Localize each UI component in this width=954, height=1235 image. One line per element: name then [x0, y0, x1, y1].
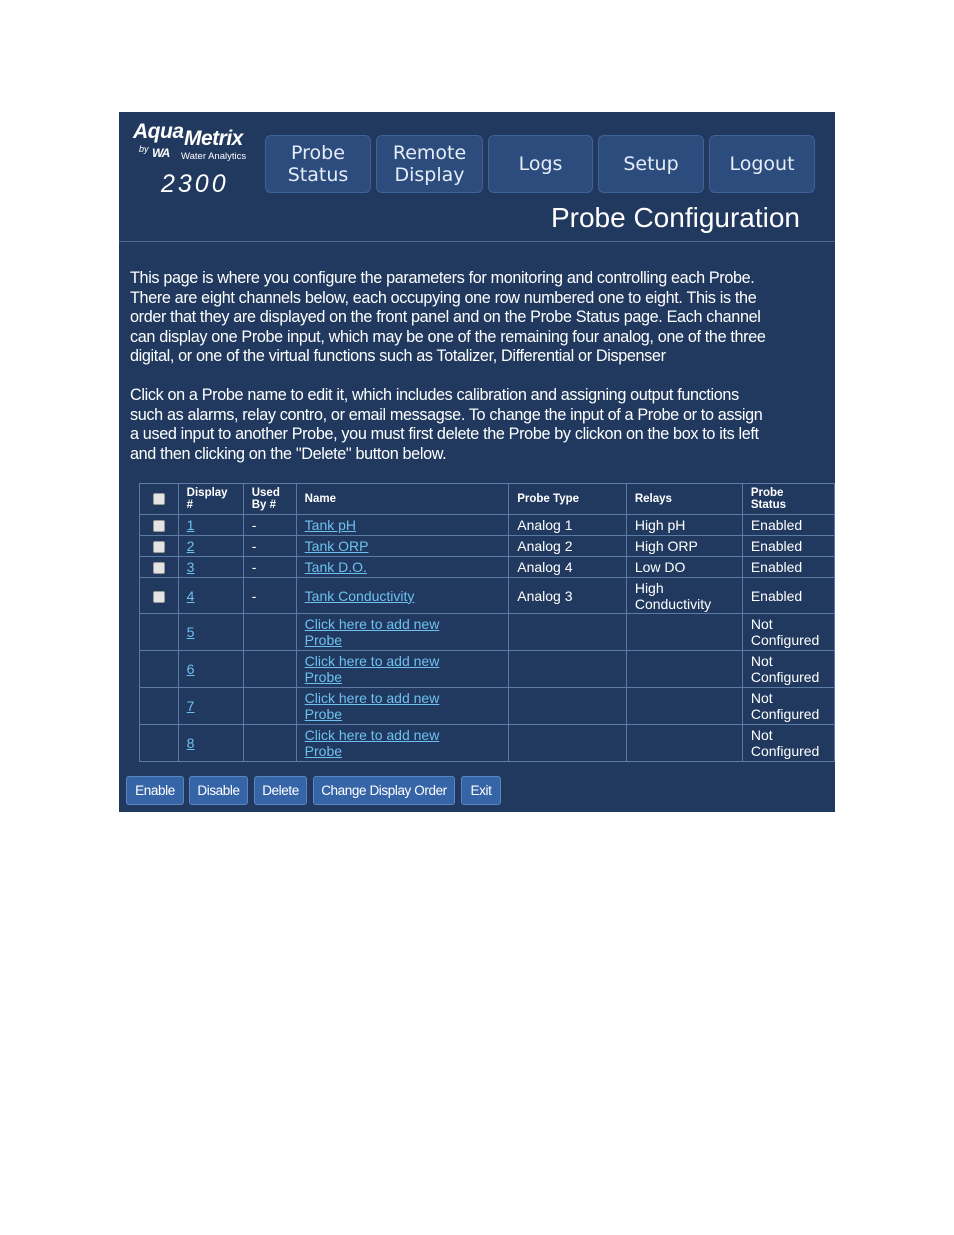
- model-number: 2300: [161, 170, 229, 198]
- delete-button[interactable]: Delete: [254, 776, 307, 805]
- description-paragraph-1: [130, 269, 830, 367]
- table-row: [140, 536, 835, 557]
- probe-name-link[interactable]: Tank ORP: [304, 538, 369, 554]
- probe-table: [139, 483, 835, 762]
- column-header-name: Name: [296, 484, 509, 515]
- probe-type-cell: Analog 4: [509, 557, 627, 578]
- add-new-probe-link[interactable]: Click here to add new Probe: [304, 616, 440, 648]
- table-row: [140, 515, 835, 536]
- table-row: [140, 651, 835, 688]
- column-header-display: Display #: [178, 484, 243, 515]
- description-paragraph-2: [130, 386, 830, 464]
- description-line: and then clicking on the "Delete" button below.: [130, 444, 447, 463]
- probe-name-link[interactable]: Tank D.O.: [304, 559, 367, 575]
- description-line: digital, or one of the virtual functions such as Totalizer, Differential or Dispenser: [130, 347, 666, 365]
- used-by-cell: -: [243, 578, 296, 614]
- column-header-status: Probe Status: [742, 484, 834, 515]
- relays-cell: High Conductivity: [626, 578, 742, 614]
- relays-cell: High ORP: [626, 536, 742, 557]
- row-select-checkbox[interactable]: [153, 520, 165, 532]
- probe-type-cell: Analog 2: [509, 536, 627, 557]
- display-number-link[interactable]: 8: [186, 735, 195, 751]
- display-number-link[interactable]: 5: [186, 624, 195, 640]
- exit-button[interactable]: Exit: [461, 776, 501, 805]
- add-new-probe-link[interactable]: Click here to add new Probe: [304, 727, 440, 759]
- display-number-link[interactable]: 1: [186, 517, 195, 533]
- table-header-row: [140, 484, 835, 515]
- description-line: Click on a Probe name to edit it, which includes calibration and assigning output functions: [130, 386, 739, 404]
- status-cell: Not Configured: [742, 651, 834, 688]
- display-number-link[interactable]: 4: [186, 587, 195, 604]
- display-number-link[interactable]: 2: [186, 538, 195, 554]
- used-by-cell: -: [243, 515, 296, 536]
- nav-remote-display-button[interactable]: Remote Display: [376, 135, 483, 193]
- add-new-probe-link[interactable]: Click here to add new Probe: [304, 690, 440, 722]
- add-new-probe-link[interactable]: Click here to add new Probe: [304, 653, 440, 685]
- row-select-checkbox[interactable]: [153, 591, 165, 603]
- logo-brand-aqua: Aqua: [133, 120, 184, 143]
- table-row: [140, 688, 835, 725]
- table-row: [140, 557, 835, 578]
- used-by-cell: -: [243, 557, 296, 578]
- nav-probe-status-button[interactable]: Probe Status: [265, 135, 371, 193]
- header-divider: [119, 241, 835, 242]
- status-cell: Enabled: [742, 536, 834, 557]
- select-all-header: [140, 484, 179, 515]
- probe-name-link[interactable]: Tank Conductivity: [304, 587, 415, 604]
- app-panel: [119, 112, 835, 812]
- status-cell: Enabled: [742, 557, 834, 578]
- disable-button[interactable]: Disable: [189, 776, 248, 805]
- nav-logs-button[interactable]: Logs: [488, 135, 593, 193]
- relays-cell: High pH: [626, 515, 742, 536]
- nav-logout-button[interactable]: Logout: [709, 135, 815, 193]
- column-header-relays: Relays: [626, 484, 742, 515]
- relays-cell: Low DO: [626, 557, 742, 578]
- enable-button[interactable]: Enable: [126, 776, 184, 805]
- description-line: This page is where you configure the parameters for monitoring and controlling each Probe.: [130, 269, 755, 287]
- table-row: [140, 578, 835, 614]
- display-number-link[interactable]: 6: [186, 661, 195, 677]
- column-header-used-by: Used By #: [243, 484, 296, 515]
- description-line: order that they are displayed on the front panel and on the Probe Status page. Each channel: [130, 308, 761, 326]
- table-row: [140, 725, 835, 762]
- status-cell: Enabled: [742, 515, 834, 536]
- row-select-checkbox[interactable]: [153, 562, 165, 574]
- select-all-checkbox[interactable]: [153, 493, 165, 505]
- column-header-probe-type: Probe Type: [509, 484, 627, 515]
- status-cell: Not Configured: [742, 725, 834, 762]
- used-by-cell: -: [243, 536, 296, 557]
- table-row: [140, 614, 835, 651]
- status-cell: Not Configured: [742, 688, 834, 725]
- logo-by: by: [139, 144, 149, 154]
- description-line: such as alarms, relay contro, or email messagse. To change the input of a Probe or to assign: [130, 405, 763, 424]
- nav-setup-button[interactable]: Setup: [598, 135, 704, 193]
- aquametrix-logo: [131, 120, 261, 200]
- row-select-checkbox[interactable]: [153, 541, 165, 553]
- status-cell: Enabled: [742, 578, 834, 614]
- description-line: There are eight channels below, each occupying one row numbered one to eight. This is the: [130, 288, 757, 307]
- probe-name-link[interactable]: Tank pH: [304, 517, 357, 533]
- status-cell: Not Configured: [742, 614, 834, 651]
- description-line: can display one Probe input, which may be one of the remaining four analog, one of the three: [130, 327, 766, 346]
- page-title: Probe Configuration: [550, 202, 800, 233]
- change-display-order-button[interactable]: Change Display Order: [313, 776, 455, 805]
- display-number-link[interactable]: 3: [186, 559, 195, 575]
- description-line: a used input to another Probe, you must first delete the Probe by clickon on the box to its left: [130, 425, 759, 443]
- probe-type-cell: Analog 3: [509, 578, 627, 614]
- probe-type-cell: Analog 1: [509, 515, 627, 536]
- logo-brand-metrix: Metrix: [184, 127, 243, 150]
- display-number-link[interactable]: 7: [186, 698, 195, 714]
- water-analytics-mark-icon: WA: [152, 146, 170, 160]
- logo-tagline: Water Analytics: [181, 151, 247, 162]
